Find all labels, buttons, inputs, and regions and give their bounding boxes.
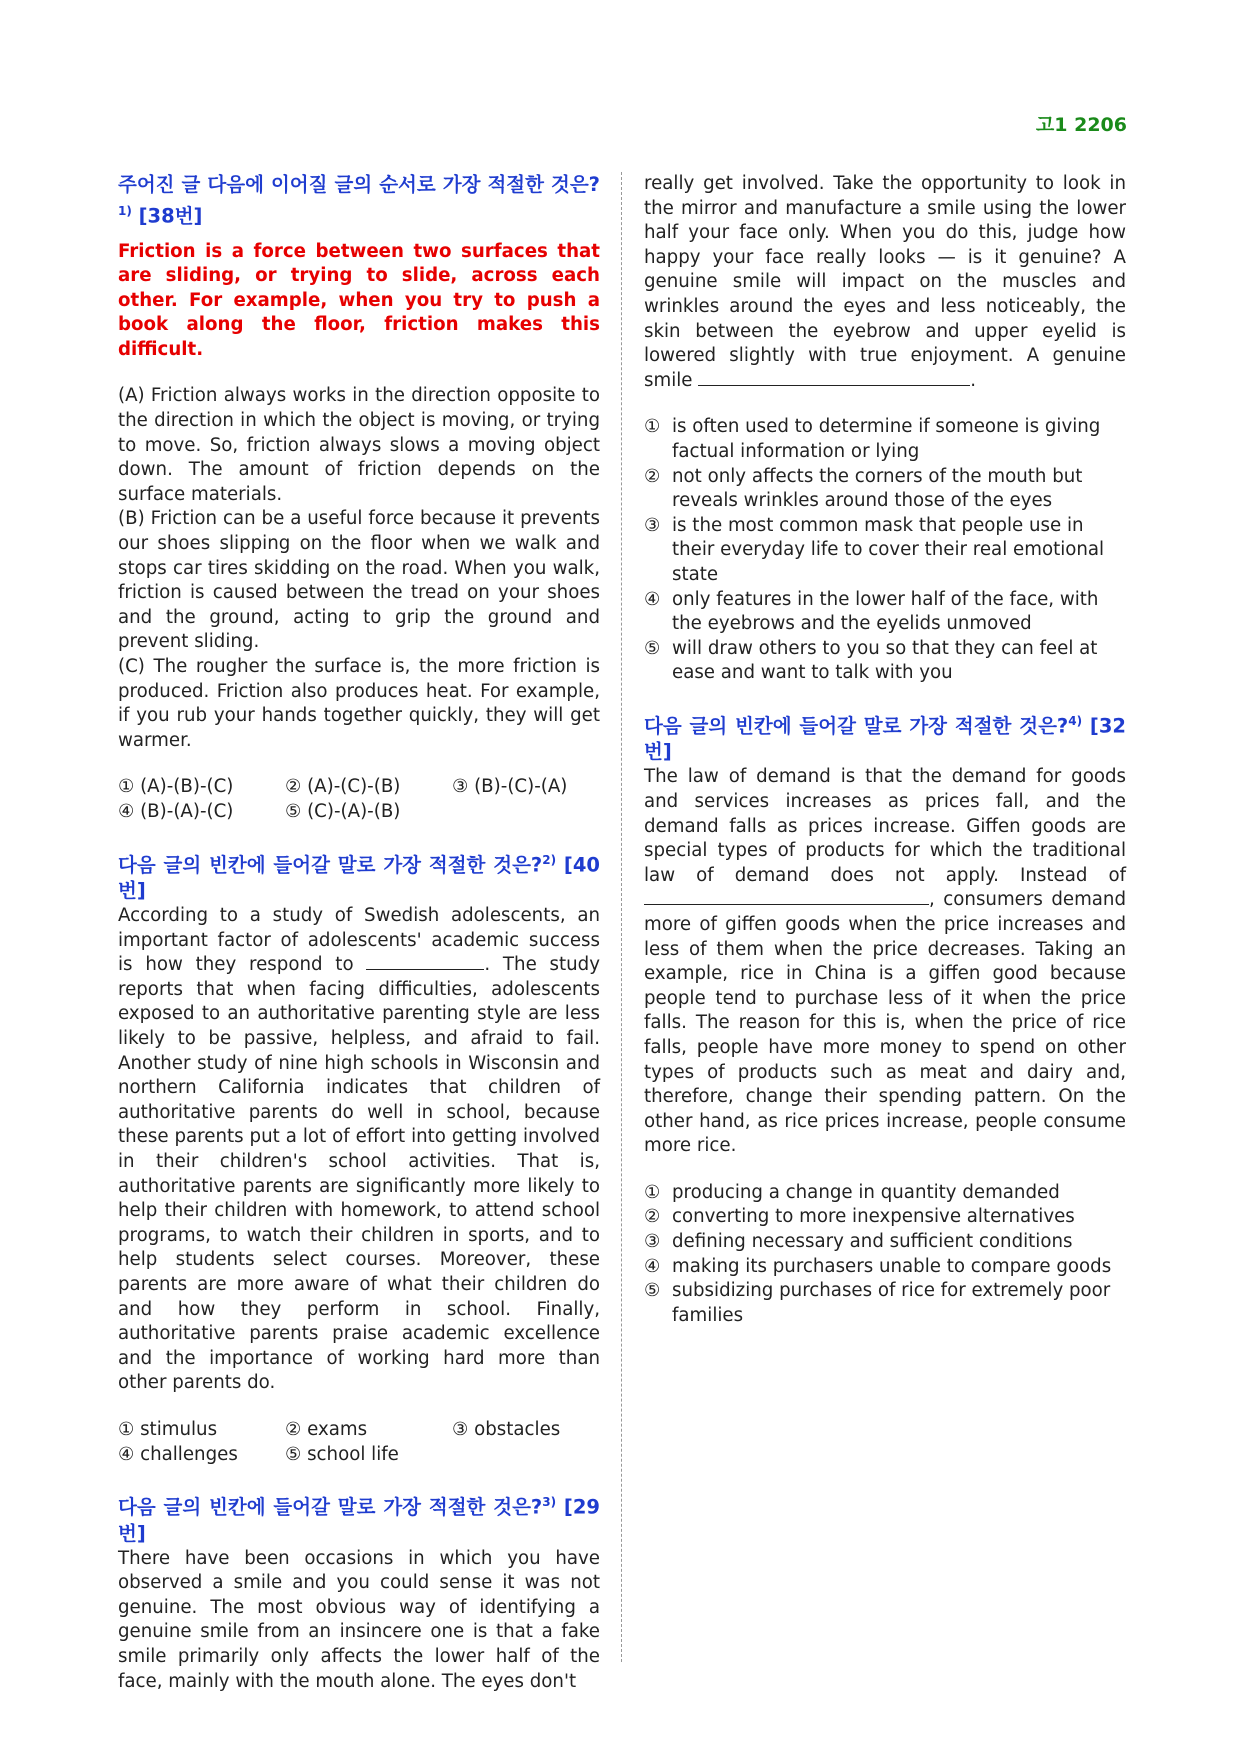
right-column bbox=[644, 172, 1126, 1328]
q38-options bbox=[118, 775, 600, 824]
q32-options bbox=[644, 1181, 1126, 1329]
q38-title: 주어진 글 다음에 이어질 글의 순서로 가장 적절한 것은?$^{1)}$ [38번] bbox=[118, 173, 600, 228]
q29-options bbox=[644, 415, 1126, 686]
q32-option-1[interactable]: ① producing a change in quantity demanded bbox=[644, 1181, 1060, 1203]
q40-passage: According to a study of Swedish adolescents, an important factor of adolescents' academic success is how they respond to . The study reports that when facing difficulties, adolescents exposed to an authoritative parenting style are less likely to be passive, helpless, and afraid to fail. Another study of nine high schools in Wisconsin and northern California indicates that children of authoritative parents do well in school, because these parents put a lot of effort into getting involved in their children's school activities. That is, authoritative parents are significantly more likely to help their children with homework, to attend school programs, to watch their children in sports, and to help students select courses. Moreover, these parents are more aware of what their children do and how they perform in school. Finally, authoritative parents praise academic excellence and the importance of working hard more than other parents do. bbox=[118, 905, 600, 1394]
q29-option-2[interactable]: ② not only affects the corners of the mouth but reveals wrinkles around those of the eyes bbox=[644, 465, 1083, 512]
q32-title: 다음 글의 빈칸에 들어갈 말로 가장 적절한 것은?$^{4)}$ [32번] bbox=[644, 713, 1126, 764]
q40-option-1[interactable]: ① stimulus bbox=[118, 1418, 218, 1440]
q32-option-2[interactable]: ② converting to more inexpensive alternatives bbox=[644, 1206, 1075, 1228]
column-divider bbox=[621, 172, 622, 1662]
q38-option-3[interactable]: ③ (B)-(C)-(A) bbox=[452, 776, 568, 798]
q40-options bbox=[118, 1418, 600, 1467]
q38-given-text: Friction is a force between two surfaces that are sliding, or trying to slide, across each other. For example, when you try to push a book along the floor, friction makes this difficult. bbox=[118, 240, 600, 360]
q38-option-2[interactable]: ② (A)-(C)-(B) bbox=[285, 776, 401, 798]
q29-title: 다음 글의 빈칸에 들어갈 말로 가장 적절한 것은?$^{3)}$ [29번] bbox=[118, 1495, 600, 1545]
q38-option-1[interactable]: ① (A)-(B)-(C) bbox=[118, 776, 234, 798]
q29-option-3[interactable]: ③ is the most common mask that people use in their everyday life to cover their real emotional state bbox=[644, 514, 1105, 585]
exam-code: 고1 2206 bbox=[1035, 114, 1127, 136]
left-column bbox=[118, 172, 600, 1694]
q29-option-4[interactable]: ④ only features in the lower half of the face, with the eyebrows and the eyelids unmoved bbox=[644, 588, 1099, 635]
q32-option-4[interactable]: ④ making its purchasers unable to compare goods bbox=[644, 1255, 1112, 1277]
q38-option-4[interactable]: ④ (B)-(A)-(C) bbox=[118, 800, 234, 822]
q40-title: 다음 글의 빈칸에 들어갈 말로 가장 적절한 것은?$^{2)}$ [40번] bbox=[118, 852, 600, 903]
q40-option-2[interactable]: ② exams bbox=[285, 1418, 368, 1440]
q32-option-3[interactable]: ③ defining necessary and sufficient conditions bbox=[644, 1231, 1073, 1253]
q29-passage-part2: really get involved. Take the opportunity to look in the mirror and manufacture a smile using the lower half your face only. When you do this, judge how happy your face really looks — is it genuine? A genuine smile will impact on the muscles and wrinkles around the eyes and less noticeably, the skin between the eyebrow and upper eyelid is lowered slightly with true enjoyment. A genuine smile . bbox=[644, 173, 1126, 391]
q40-option-5[interactable]: ⑤ school life bbox=[285, 1443, 399, 1465]
q32-option-5[interactable]: ⑤ subsidizing purchases of rice for extremely poor families bbox=[644, 1280, 1111, 1326]
q40-blank bbox=[366, 955, 484, 970]
q38-paragraph-a: (A) Friction always works in the direction opposite to the direction in which the object is moving, or trying to move. So, friction always slows a moving object down. The amount of friction depends on the surface materials. bbox=[118, 385, 600, 505]
q40-option-4[interactable]: ④ challenges bbox=[118, 1443, 238, 1465]
q29-passage-part1: There have been occasions in which you have observed a smile and you could sense it was not genuine. The most obvious way of identifying a genuine smile from an insincere one is that a fake smile primarily only affects the lower half of the face, mainly with the mouth alone. The eyes don't bbox=[118, 1547, 600, 1692]
q32-passage: The law of demand is that the demand for goods and services increases as prices fall, and the demand falls as prices increase. Giffen goods are special types of products for which the traditional law of demand does not apply. Instead of , consumers demand more of giffen goods when the price increases and less of them when the price decreases. Taking an example, rice in China is a giffen good because people tend to purchase less of it when the price falls. The reason for this is, when the price of rice falls, people have more money to spend on other types of products such as meat and dairy and, therefore, change their spending pattern. On the other hand, as rice prices increase, people consume more rice. bbox=[644, 766, 1126, 1157]
q29-option-1[interactable]: ① is often used to determine if someone is giving factual information or lying bbox=[644, 416, 1101, 462]
q29-option-5[interactable]: ⑤ will draw others to you so that they can feel at ease and want to talk with you bbox=[644, 637, 1098, 684]
q29-blank bbox=[698, 371, 970, 386]
q38-paragraph-b: (B) Friction can be a useful force because it prevents our shoes slipping on the floor when we walk and stops car tires skidding on the road. When you walk, friction is caused between the tread on your shoes and the ground, acting to grip the ground and prevent sliding. bbox=[118, 508, 600, 653]
q40-option-3[interactable]: ③ obstacles bbox=[452, 1418, 561, 1440]
q38-option-5[interactable]: ⑤ (C)-(A)-(B) bbox=[285, 800, 401, 822]
q38-paragraph-c: (C) The rougher the surface is, the more friction is produced. Friction also produces heat. For example, if you rub your hands together quickly, they will get warmer. bbox=[118, 656, 600, 751]
q32-blank bbox=[644, 890, 929, 905]
